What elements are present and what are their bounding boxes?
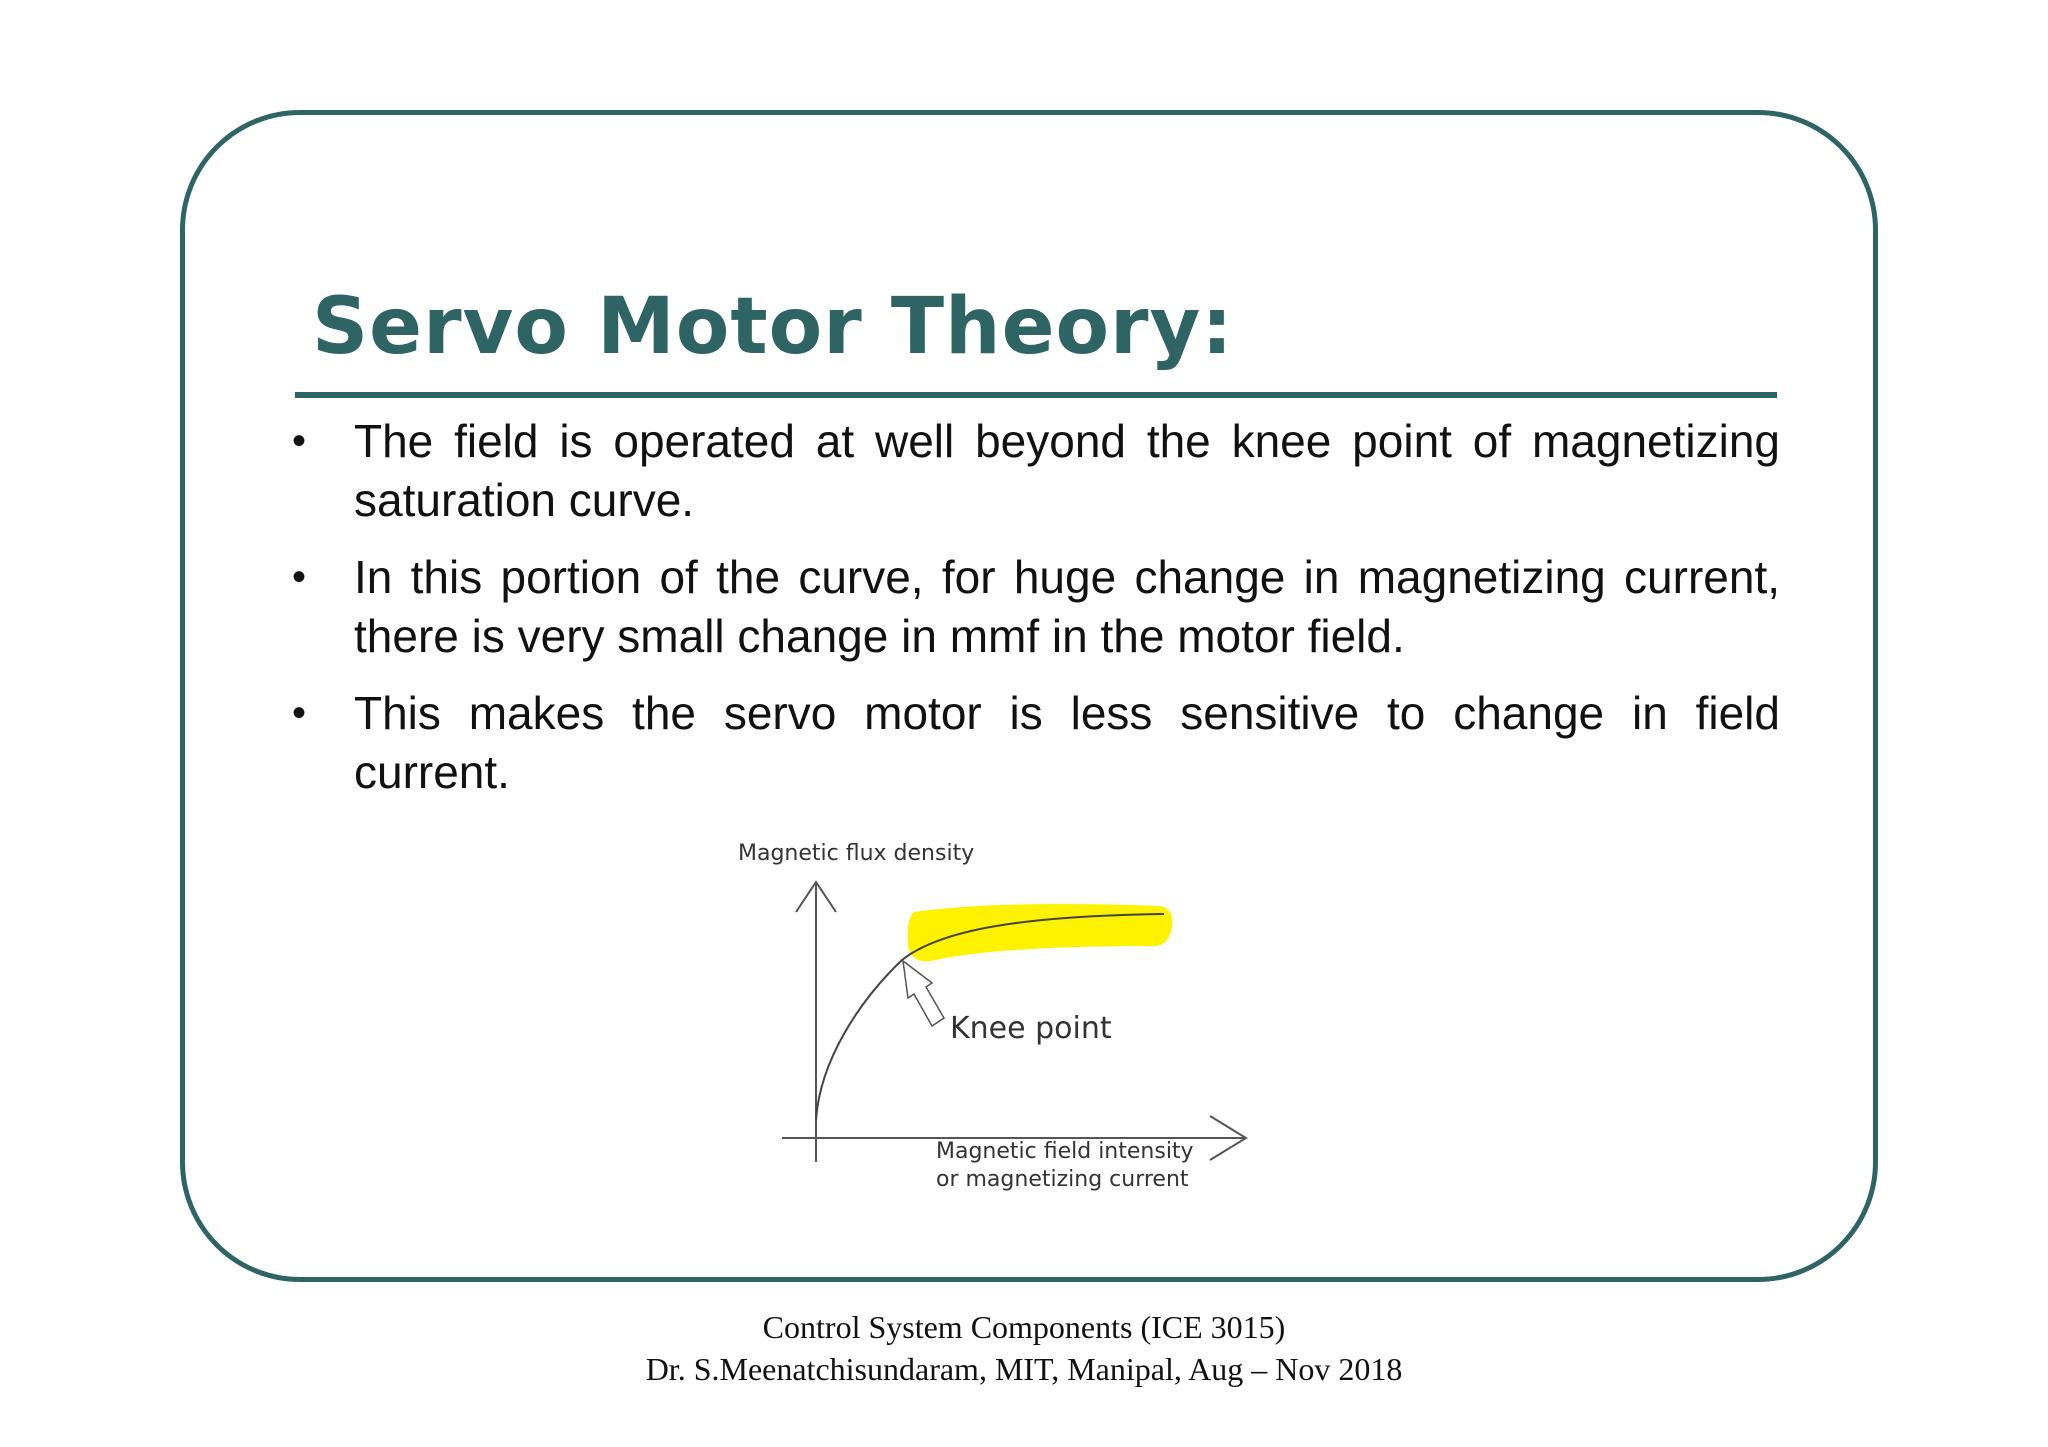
x-axis-label-line2: or magnetizing current xyxy=(936,1167,1189,1192)
saturation-highlight xyxy=(908,904,1173,961)
bullet-item-3 xyxy=(280,684,1780,802)
bullet-marker: • xyxy=(292,419,307,463)
footer-author: Dr. S.Meenatchisundaram, MIT, Manipal, Aug – Nov 2018 xyxy=(645,1351,1403,1387)
slide-footer xyxy=(0,1306,2048,1390)
y-axis-label: Magnetic flux density xyxy=(738,841,975,866)
knee-point-arrow-icon xyxy=(903,961,944,1026)
title-divider xyxy=(295,392,1777,398)
knee-point-label: Knee point xyxy=(950,1011,1112,1046)
slide-title: Servo Motor Theory: xyxy=(312,282,1234,372)
bullet-item-2 xyxy=(280,548,1780,666)
bullet-text: In this portion of the curve, for huge change in magnetizing current, there is very small change in mmf in the motor field. xyxy=(354,551,1780,662)
footer-course: Control System Components (ICE 3015) xyxy=(762,1309,1286,1345)
bullet-text: The field is operated at well beyond the knee point of magnetizing saturation curve. xyxy=(354,415,1780,526)
magnetization-curve-diagram xyxy=(700,820,1300,1210)
bullet-marker: • xyxy=(292,691,307,735)
bullet-marker: • xyxy=(292,555,307,599)
x-axis-label-line1: Magnetic field intensity xyxy=(936,1139,1194,1164)
bullet-text: This makes the servo motor is less sensitive to change in field current. xyxy=(354,687,1780,798)
bullet-item-1 xyxy=(280,412,1780,530)
magnetization-curve-figure xyxy=(700,820,1300,1210)
bullet-list xyxy=(280,412,1780,820)
